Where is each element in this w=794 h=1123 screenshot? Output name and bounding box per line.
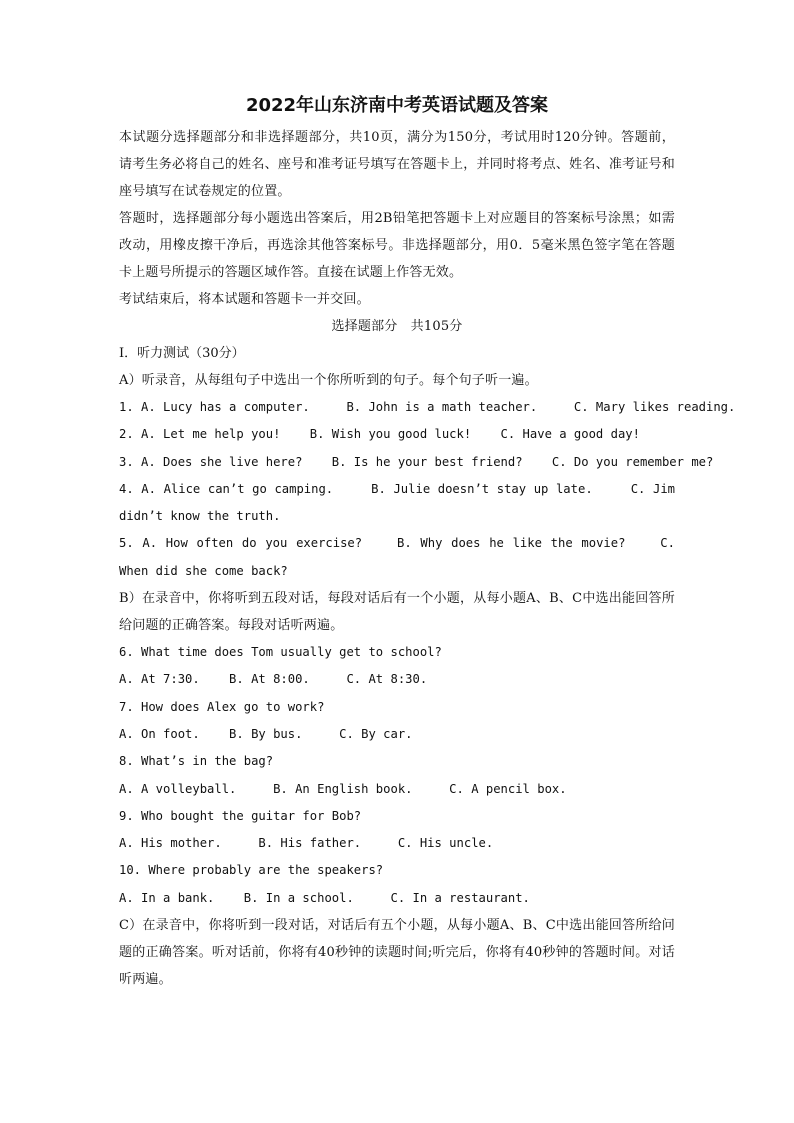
question-9: 9. Who bought the guitar for Bob? <box>119 808 362 823</box>
question-6: 6. What time does Tom usually get to school? <box>119 645 442 660</box>
question-5: 5. A. How often do you exercise? B. Why does he like the movie? C. When did she come back? <box>119 536 683 578</box>
question-7: 7. How does Alex go to work? <box>119 699 325 714</box>
question-1: 1. A. Lucy has a computer. B. John is a math teacher. C. Mary likes reading. <box>119 400 736 414</box>
section-b-instruction: B）在录音中，你将听到五段对话，每段对话后有一个小题，从每小题A、B、C中选出能回答所给问题的正确答案。每段对话听两遍。 <box>119 591 675 634</box>
question-8: 8. What’s in the bag? <box>119 754 274 769</box>
question-3: 3. A. Does she live here? B. Is he your best friend? C. Do you remember me? <box>119 454 714 469</box>
question-8-options: A. A volleyball. B. An English book. C. A pencil box. <box>119 781 567 796</box>
question-6-options: A. At 7:30. B. At 8:00. C. At 8:30. <box>119 672 428 687</box>
intro-paragraph-2: 答题时，选择题部分每小题选出答案后，用2B铅笔把答题卡上对应题目的答案标号涂黑；如需改动，用橡皮擦干净后，再选涂其他答案标号。非选择题部分，用0．5毫米黑色签字笔在答题卡上题号所提示的答题区域作答。直接在试题上作答无效。 <box>119 211 675 280</box>
question-2: 2. A. Let me help you! B. Wish you good luck! C. Have a good day! <box>119 427 640 442</box>
section-c-instruction: C）在录音中，你将听到一段对话，对话后有五个小题，从每小题A、B、C中选出能回答所给问题的正确答案。听对话前，你将有40秒钟的读题时间;听完后，你将有40秒钟的答题时间。对话听两遍。 <box>119 918 675 988</box>
part-heading: 选择题部分 共105分 <box>331 319 463 334</box>
intro-paragraph-1: 本试题分选择题部分和非选择题部分，共10页，满分为150分，考试用时120分钟。答题前，请考生务必将自己的姓名、座号和准考证号填写在答题卡上，并同时将考点、姓名、准考证号和座号填写在试卷规定的位置。 <box>119 130 675 199</box>
question-10-options: A. In a bank. B. In a school. C. In a restaurant. <box>119 890 530 905</box>
section-listening-heading: Ⅰ．听力测试（30分） <box>119 346 245 361</box>
question-9-options: A. His mother. B. His father. C. His uncle. <box>119 836 494 851</box>
section-a-instruction: A）听录音，从每组句子中选出一个你所听到的句子。每个句子听一遍。 <box>119 373 538 388</box>
question-4: 4. A. Alice can’t go camping. B. Julie doesn’t stay up late. C. Jim didn’t know the truth. <box>119 481 683 524</box>
intro-paragraph-3: 考试结束后，将本试题和答题卡一并交回。 <box>119 292 370 307</box>
page-title: 2022年山东济南中考英语试题及答案 <box>245 95 549 116</box>
question-10: 10. Where probably are the speakers? <box>119 863 384 878</box>
exam-page <box>119 92 736 993</box>
question-7-options: A. On foot. B. By bus. C. By car. <box>119 726 413 741</box>
